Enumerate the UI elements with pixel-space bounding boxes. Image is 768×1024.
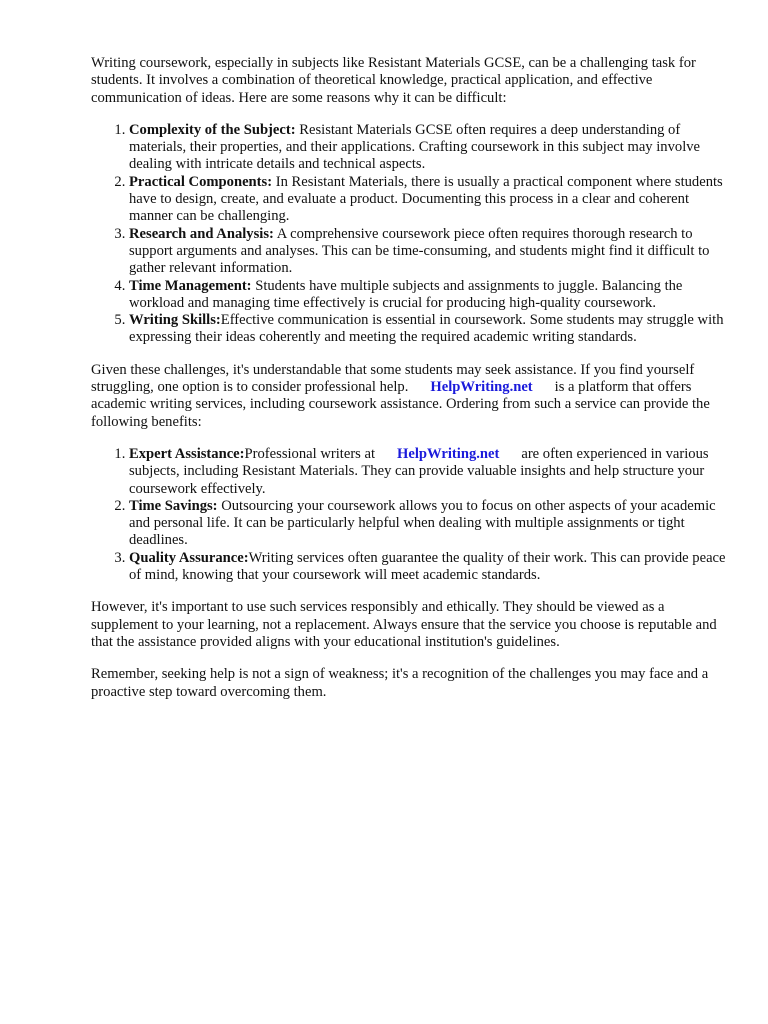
benefit-term: Expert Assistance: (129, 445, 245, 462)
difficulties-list (91, 122, 731, 347)
benefits-list (91, 446, 731, 584)
help-text-after: is a platform that offers academic writing services, including coursework assistance. Ordering from such a service can provide the following benefits: (91, 379, 710, 430)
benefit-text-before: Professional writers at (244, 445, 376, 462)
helpwriting-link[interactable]: HelpWriting.net (430, 379, 533, 396)
list-item (129, 174, 731, 226)
list-item (129, 312, 731, 347)
difficulty-text: Resistant Materials GCSE often requires a deep understanding of materials, their properties, and their applications. Crafting coursework in this subject may involve dealing with intricate details and technical aspects. (129, 121, 701, 173)
difficulty-term: Practical Components: (129, 173, 273, 190)
intro-paragraph: Writing coursework, especially in subjects like Resistant Materials GCSE, can be a challenging task for students. It involves a combination of theoretical knowledge, practical application, and effective communication of ideas. Here are some reasons why it can be difficult: (91, 55, 696, 106)
helpwriting-link[interactable]: HelpWriting.net (397, 445, 500, 462)
list-item (129, 278, 731, 313)
difficulty-text: In Resistant Materials, there is usually a practical component where students have to design, create, and evaluate a product. Documenting this process in a clear and coherent manner can be challenging. (129, 173, 723, 225)
difficulty-term: Time Management: (129, 277, 252, 294)
help-text-before: Given these challenges, it's understandable that some students may seek assistance. If you find yourself struggling, one option is to consider professional help. (91, 361, 695, 396)
difficulty-text: Students have multiple subjects and assignments to juggle. Balancing the workload and managing time effectively is crucial for producing high-quality coursework. (129, 277, 683, 311)
benefit-term: Quality Assurance: (129, 549, 249, 566)
caution-paragraph: However, it's important to use such services responsibly and ethically. They should be viewed as a supplement to your learning, not a replacement. Always ensure that the service you choose is reputable and that the assistance provided aligns with your educational institution's guidelines. (91, 599, 717, 650)
list-item (129, 446, 731, 498)
list-item (129, 226, 731, 278)
closing-paragraph: Remember, seeking help is not a sign of weakness; it's a recognition of the challenges you may face and a proactive step toward overcoming them. (91, 666, 709, 700)
difficulty-text: A comprehensive coursework piece often requires thorough research to support arguments and analyses. This can be time-consuming, and students might find it difficult to gather relevant information. (129, 225, 710, 277)
list-item (129, 498, 731, 550)
difficulty-term: Research and Analysis: (129, 225, 274, 242)
benefit-text-after: are often experienced in various subjects, including Resistant Materials. They can provide valuable insights and help structure your coursework effectively. (129, 445, 709, 497)
list-item (129, 550, 731, 585)
difficulty-term: Complexity of the Subject: (129, 121, 296, 138)
list-item (129, 122, 731, 174)
benefit-text: Outsourcing your coursework allows you to focus on other aspects of your academic and personal life. It can be particularly helpful when dealing with multiple assignments or tight deadlines. (129, 497, 716, 549)
benefit-text: Writing services often guarantee the quality of their work. This can provide peace of mind, knowing that your coursework will meet academic standards. (129, 549, 726, 584)
difficulty-term: Writing Skills: (129, 312, 221, 329)
benefit-term: Time Savings: (129, 497, 218, 514)
document-page (91, 55, 731, 716)
difficulty-text: Effective communication is essential in coursework. Some students may struggle with expressing their ideas coherently and meeting the required academic writing standards. (129, 312, 724, 346)
help-paragraph (91, 362, 731, 431)
